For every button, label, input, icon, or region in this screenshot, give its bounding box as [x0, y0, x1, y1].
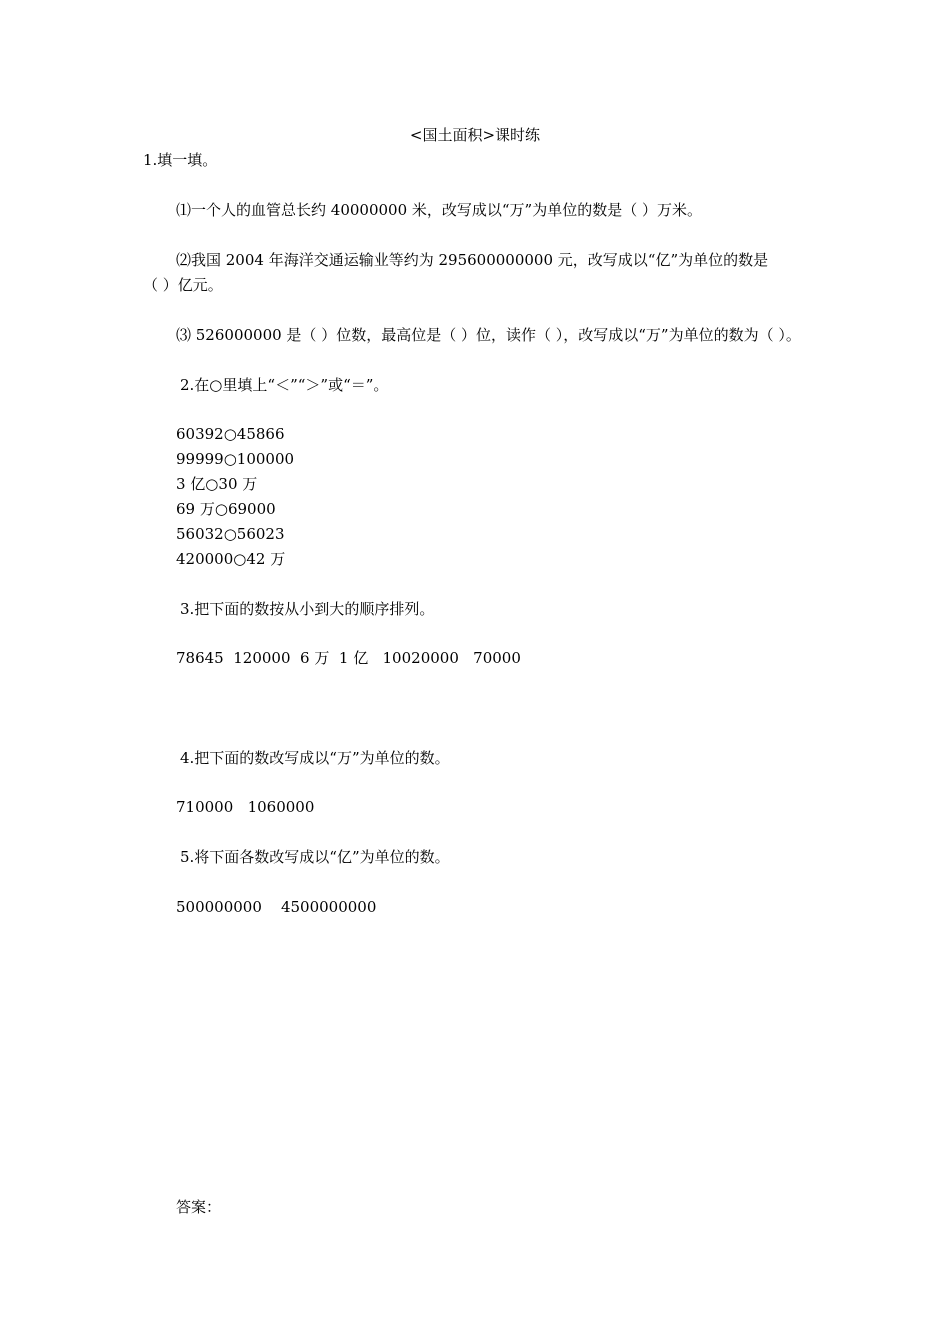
page-title: <国土面积>课时练: [409, 126, 541, 144]
answer-label: 答案：: [176, 1198, 222, 1216]
section-5-numbers: 500000000 4500000000: [176, 898, 377, 916]
compare-item: 420000○42 万: [176, 550, 286, 568]
compare-item: 60392○45866: [176, 425, 285, 443]
question-1-2-line2: （ ）亿元。: [143, 276, 223, 294]
section-5-heading: 5.将下面各数改写成以“亿”为单位的数。: [180, 848, 450, 866]
section-3-numbers: 78645 120000 6 万 1 亿 10020000 70000: [176, 649, 521, 667]
section-4-heading: 4.把下面的数改写成以“万”为单位的数。: [180, 749, 450, 767]
section-4-numbers: 710000 1060000: [176, 798, 315, 816]
question-1-3: ⑶ 526000000 是（ ）位数，最高位是（ ）位，读作（ ），改写成以“万”为单位的数为（ ）。: [176, 326, 801, 344]
section-2-heading: 2.在○里填上“＜”“＞”或“＝”。: [180, 376, 389, 394]
section-1-heading: 1.填一填。: [143, 151, 218, 169]
section-3-heading: 3.把下面的数按从小到大的顺序排列。: [180, 600, 435, 618]
compare-item: 69 万○69000: [176, 500, 276, 518]
compare-item: 56032○56023: [176, 525, 285, 543]
compare-item: 99999○100000: [176, 450, 295, 468]
compare-item: 3 亿○30 万: [176, 475, 258, 493]
question-1-1: ⑴一个人的血管总长约 40000000 米，改写成以“万”为单位的数是（ ）万米。: [176, 201, 702, 219]
question-1-2-line1: ⑵我国 2004 年海洋交通运输业等约为 295600000000 元，改写成以“亿”为单位的数是: [176, 251, 769, 269]
